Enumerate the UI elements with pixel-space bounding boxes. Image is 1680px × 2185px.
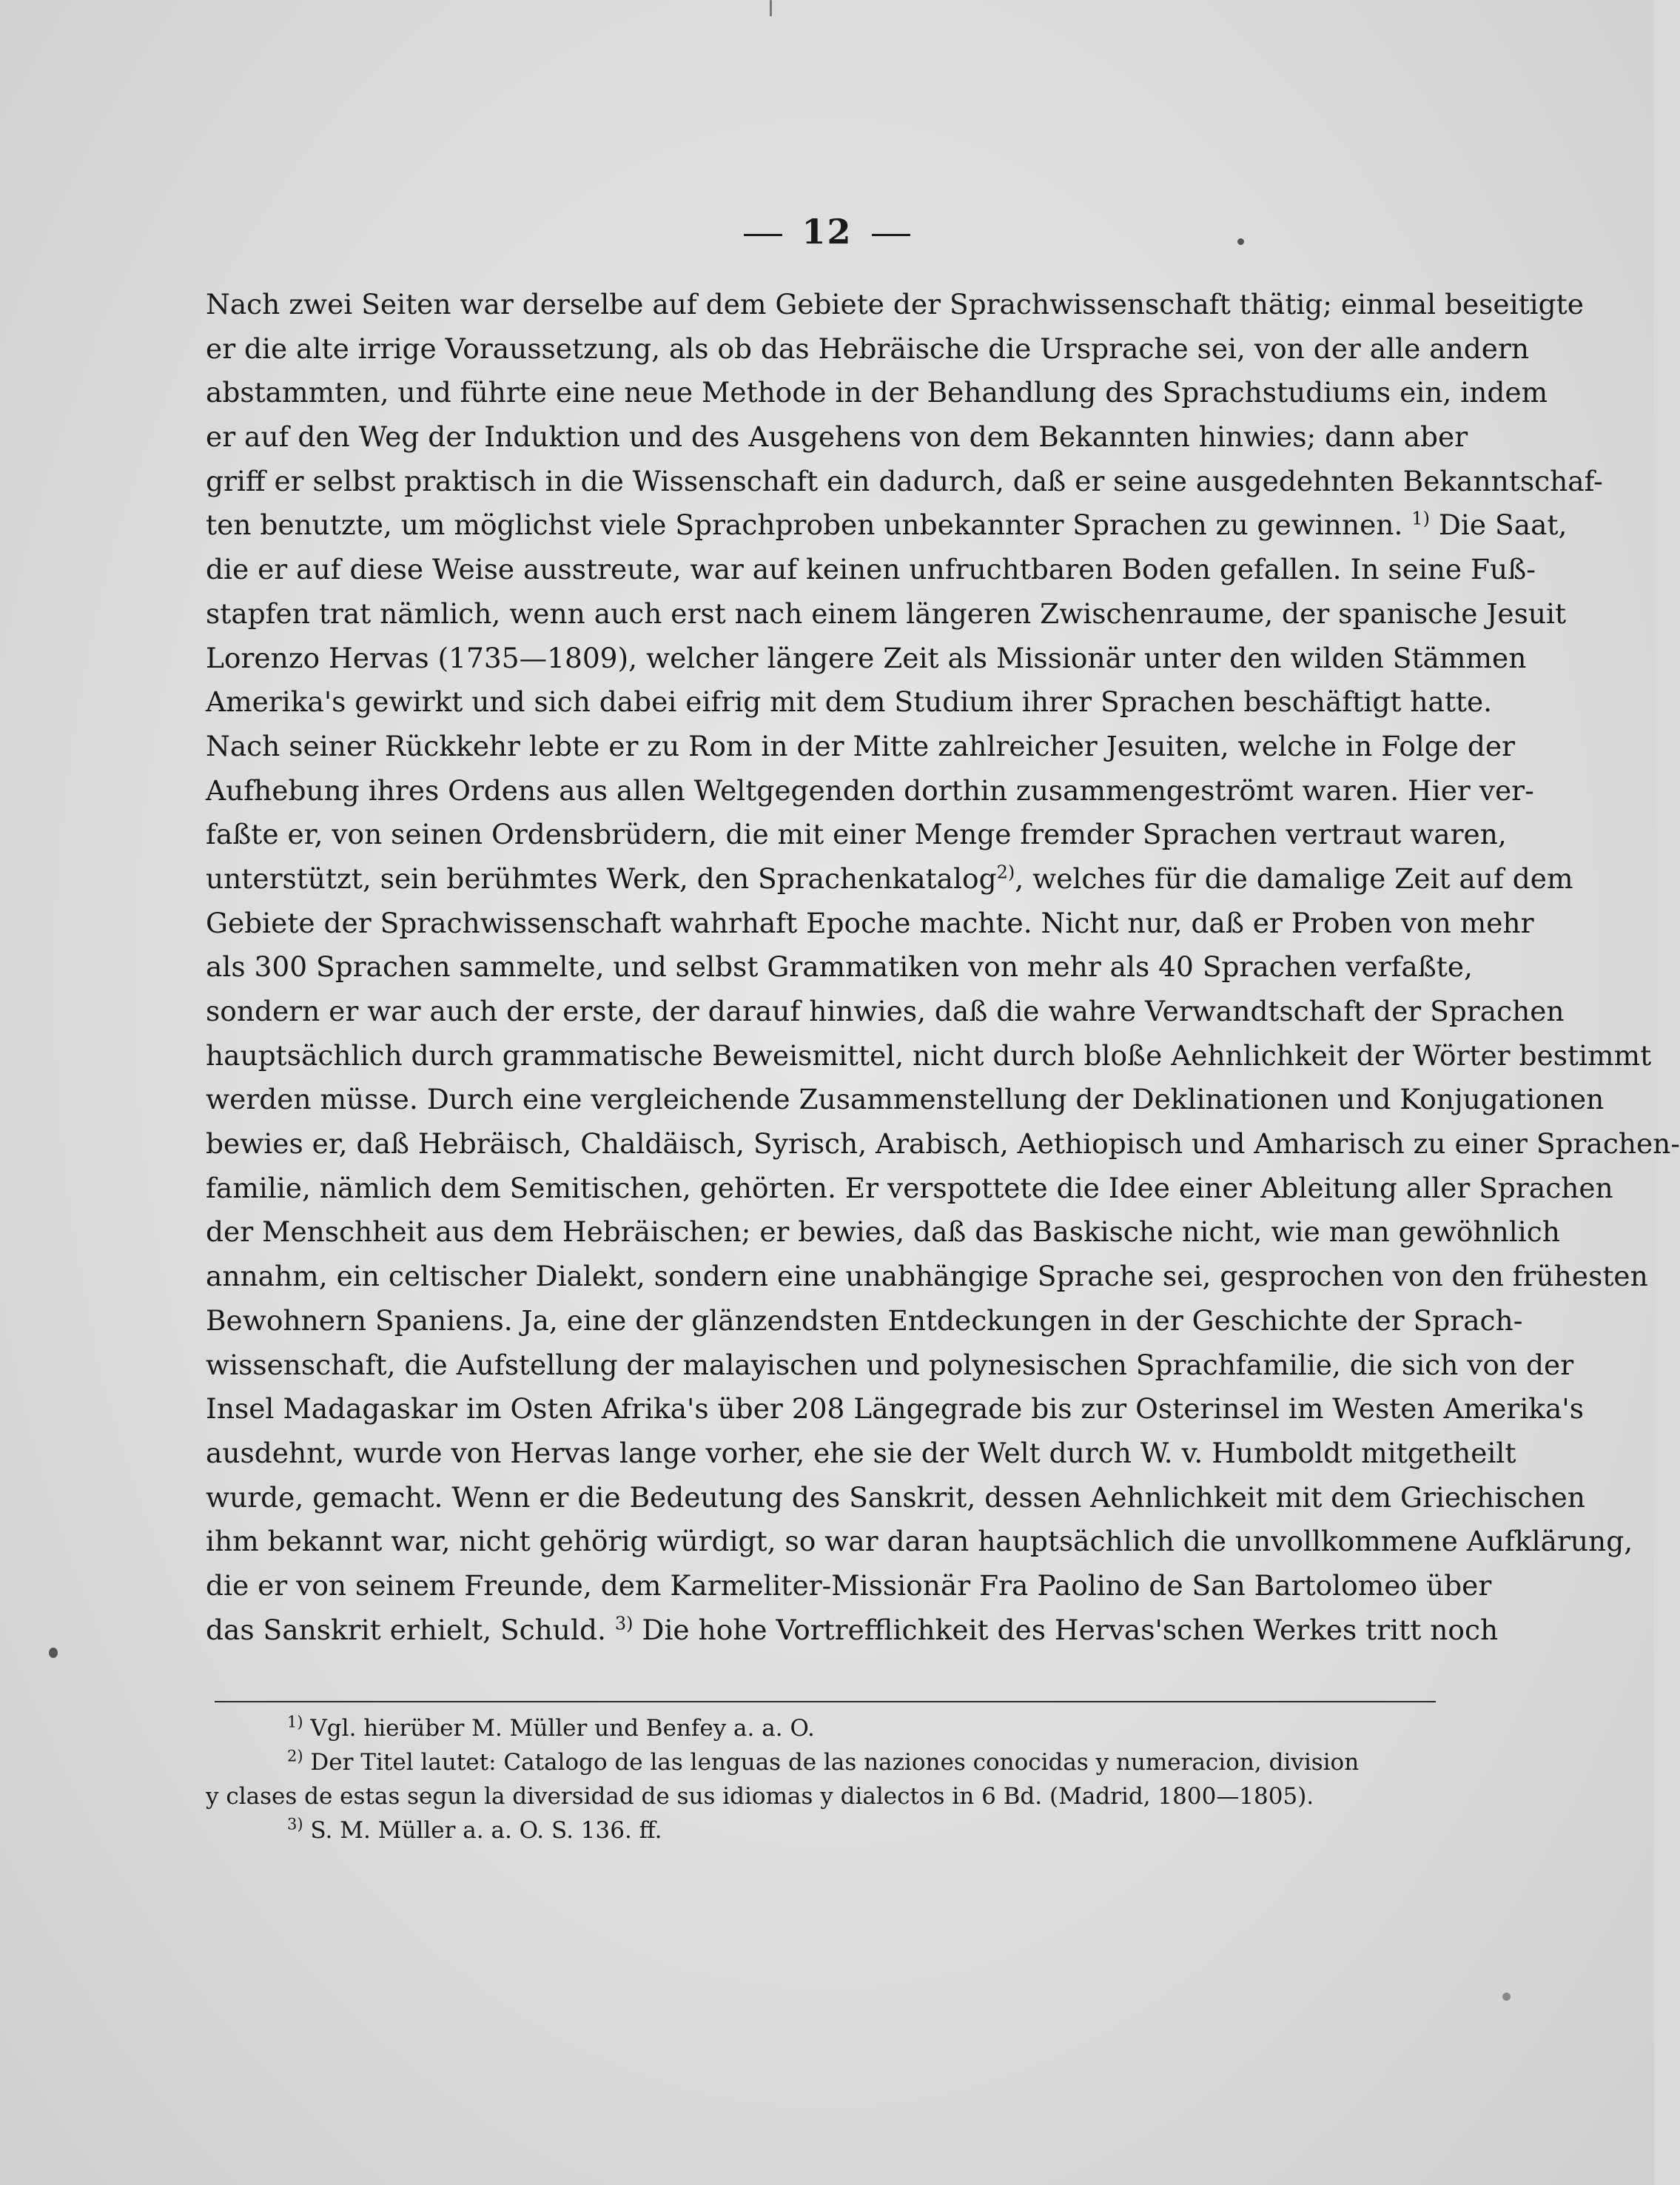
page-number-value: 12 [802,212,853,252]
body-line: bewies er, daß Hebräisch, Chaldäisch, Syrisch, Arabisch, Aethiopisch und Amharisch zu einer Sprachen- [206,1127,1680,1161]
body-line: Aufhebung ihres Ordens aus allen Weltgegenden dorthin zusammengeströmt waren. Hier ver- [206,773,1534,807]
body-line: stapfen trat nämlich, wenn auch erst nach einem längeren Zwischenraume, der spanische Jesuit [206,597,1567,630]
page-number [0,212,1654,252]
body-text [206,283,1680,1652]
footnote-number: 2) [287,1747,303,1765]
body-line-tail: , welches für die damalige Zeit auf dem [1015,862,1573,895]
body-line-text: ten benutzte, um möglichst viele Sprachproben unbekannter Sprachen zu gewinnen. [206,509,1403,542]
body-line: familie, nämlich dem Semitischen, gehörten. Er verspottete die Idee einer Ableitung aller Sprachen [206,1171,1613,1204]
body-line: als 300 Sprachen sammelte, und selbst Grammatiken von mehr als 40 Sprachen verfaßte, [206,950,1473,984]
body-line: abstammten, und führte eine neue Methode in der Behandlung des Sprachstudiums ein, indem [206,376,1548,409]
body-line: wissenschaft, die Aufstellung der malayischen und polynesischen Sprachfamilie, die sich von der [206,1348,1574,1381]
paper-speck [770,0,772,16]
footnote-2 [206,1745,1434,1779]
body-line: Amerika's gewirkt und sich dabei eifrig mit dem Studium ihrer Sprachen beschäftigt hatte. [206,685,1493,719]
body-line: er auf den Weg der Induktion und des Ausgehens von dem Bekannten hinwies; dann aber [206,420,1468,454]
footnote-text: S. M. Müller a. a. O. S. 136. ff. [310,1817,662,1844]
body-line: hauptsächlich durch grammatische Beweismittel, nicht durch bloße Aehnlichkeit der Wörter bestimmt [206,1038,1652,1072]
body-line: werden müsse. Durch eine vergleichende Zusammenstellung der Deklinationen und Konjugationen [206,1083,1605,1116]
footnote-3 [206,1813,1434,1847]
page-number-dash-left [744,234,782,236]
body-line: Nach zwei Seiten war derselbe auf dem Gebiete der Sprachwissenschaft thätig; einmal beseitigte [206,288,1584,320]
body-line: ihm bekannt war, nicht gehörig würdigt, so war daran hauptsächlich die unvollkommene Aufklärung, [206,1525,1633,1558]
body-line: Bewohnern Spaniens. Ja, eine der glänzendsten Entdeckungen in der Geschichte der Sprach- [206,1303,1523,1337]
footnote-ref-1: 1) [1411,508,1430,529]
body-line: faßte er, von seinen Ordensbrüdern, die mit einer Menge fremder Sprachen vertraut waren, [206,818,1507,851]
body-line-text: das Sanskrit erhielt, Schuld. [206,1613,606,1646]
body-line: Nach seiner Rückkehr lebte er zu Rom in der Mitte zahlreicher Jesuiten, welche in Folge der [206,729,1516,762]
body-line: ausdehnt, wurde von Hervas lange vorher, ehe sie der Welt durch W. v. Humboldt mitgetheilt [206,1436,1516,1469]
paper-speck [1237,238,1244,245]
body-line: er die alte irrige Voraussetzung, als ob das Hebräische die Ursprache sei, von der alle andern [206,332,1530,365]
footnote-ref-3: 3) [614,1613,634,1634]
body-line: die er von seinem Freunde, dem Karmeliter-Missionär Fra Paolino de San Bartolomeo über [206,1568,1492,1602]
footnote-divider [215,1701,1436,1702]
body-line: die er auf diese Weise ausstreute, war auf keinen unfruchtbaren Boden gefallen. In seine Fuß- [206,553,1536,586]
body-line-tail: Die hohe Vortrefflichkeit des Hervas'schen Werkes tritt noch [642,1613,1499,1646]
body-line: der Menschheit aus dem Hebräischen; er bewies, daß das Baskische nicht, wie man gewöhnlich [206,1215,1560,1249]
body-line: annahm, ein celtischer Dialekt, sondern eine unabhängige Sprache sei, gesprochen von den frühesten [206,1260,1648,1293]
page-number-dash-right [872,234,910,236]
footnote-1 [206,1711,1434,1745]
body-line-with-ref [206,1608,1499,1653]
footnote-text: y clases de estas segun la diversidad de sus idiomas y dialectos in 6 Bd. (Madrid, 1800—1805). [206,1783,1314,1810]
footnote-number: 1) [287,1713,303,1731]
body-line: sondern er war auch der erste, der darauf hinwies, daß die wahre Verwandtschaft der Sprachen [206,995,1565,1027]
body-line: wurde, gemacht. Wenn er die Bedeutung des Sanskrit, dessen Aehnlichkeit mit dem Griechischen [206,1480,1585,1514]
body-line-text: unterstützt, sein berühmtes Werk, den Sprachenkatalog [206,862,997,895]
body-line: Gebiete der Sprachwissenschaft wahrhaft Epoche machte. Nicht nur, daß er Proben von mehr [206,906,1534,939]
body-line-with-ref [206,857,1573,902]
body-line: Insel Madagaskar im Osten Afrika's über 208 Längegrade bis zur Osterinsel im Westen Amerika's [206,1392,1584,1426]
paper-speck [49,1648,58,1658]
body-line-tail: Die Saat, [1438,509,1568,542]
footnote-number: 3) [287,1815,303,1833]
footnote-text: Vgl. hierüber M. Müller und Benfey a. a. O. [310,1715,815,1742]
footnote-text: Der Titel lautet: Catalogo de las lenguas de las naziones conocidas y numeracion, division [310,1749,1360,1776]
paper-speck [1502,1993,1511,2001]
body-line: Lorenzo Hervas (1735—1809), welcher längere Zeit als Missionär unter den wilden Stämmen [206,641,1527,674]
footnote-ref-2: 2) [996,862,1015,883]
footnotes [206,1711,1434,1847]
body-line-with-ref [206,503,1568,548]
body-line: griff er selbst praktisch in die Wissenschaft ein dadurch, daß er seine ausgedehnten Bekanntschaf- [206,464,1603,497]
footnote-2-continued [206,1779,1434,1813]
